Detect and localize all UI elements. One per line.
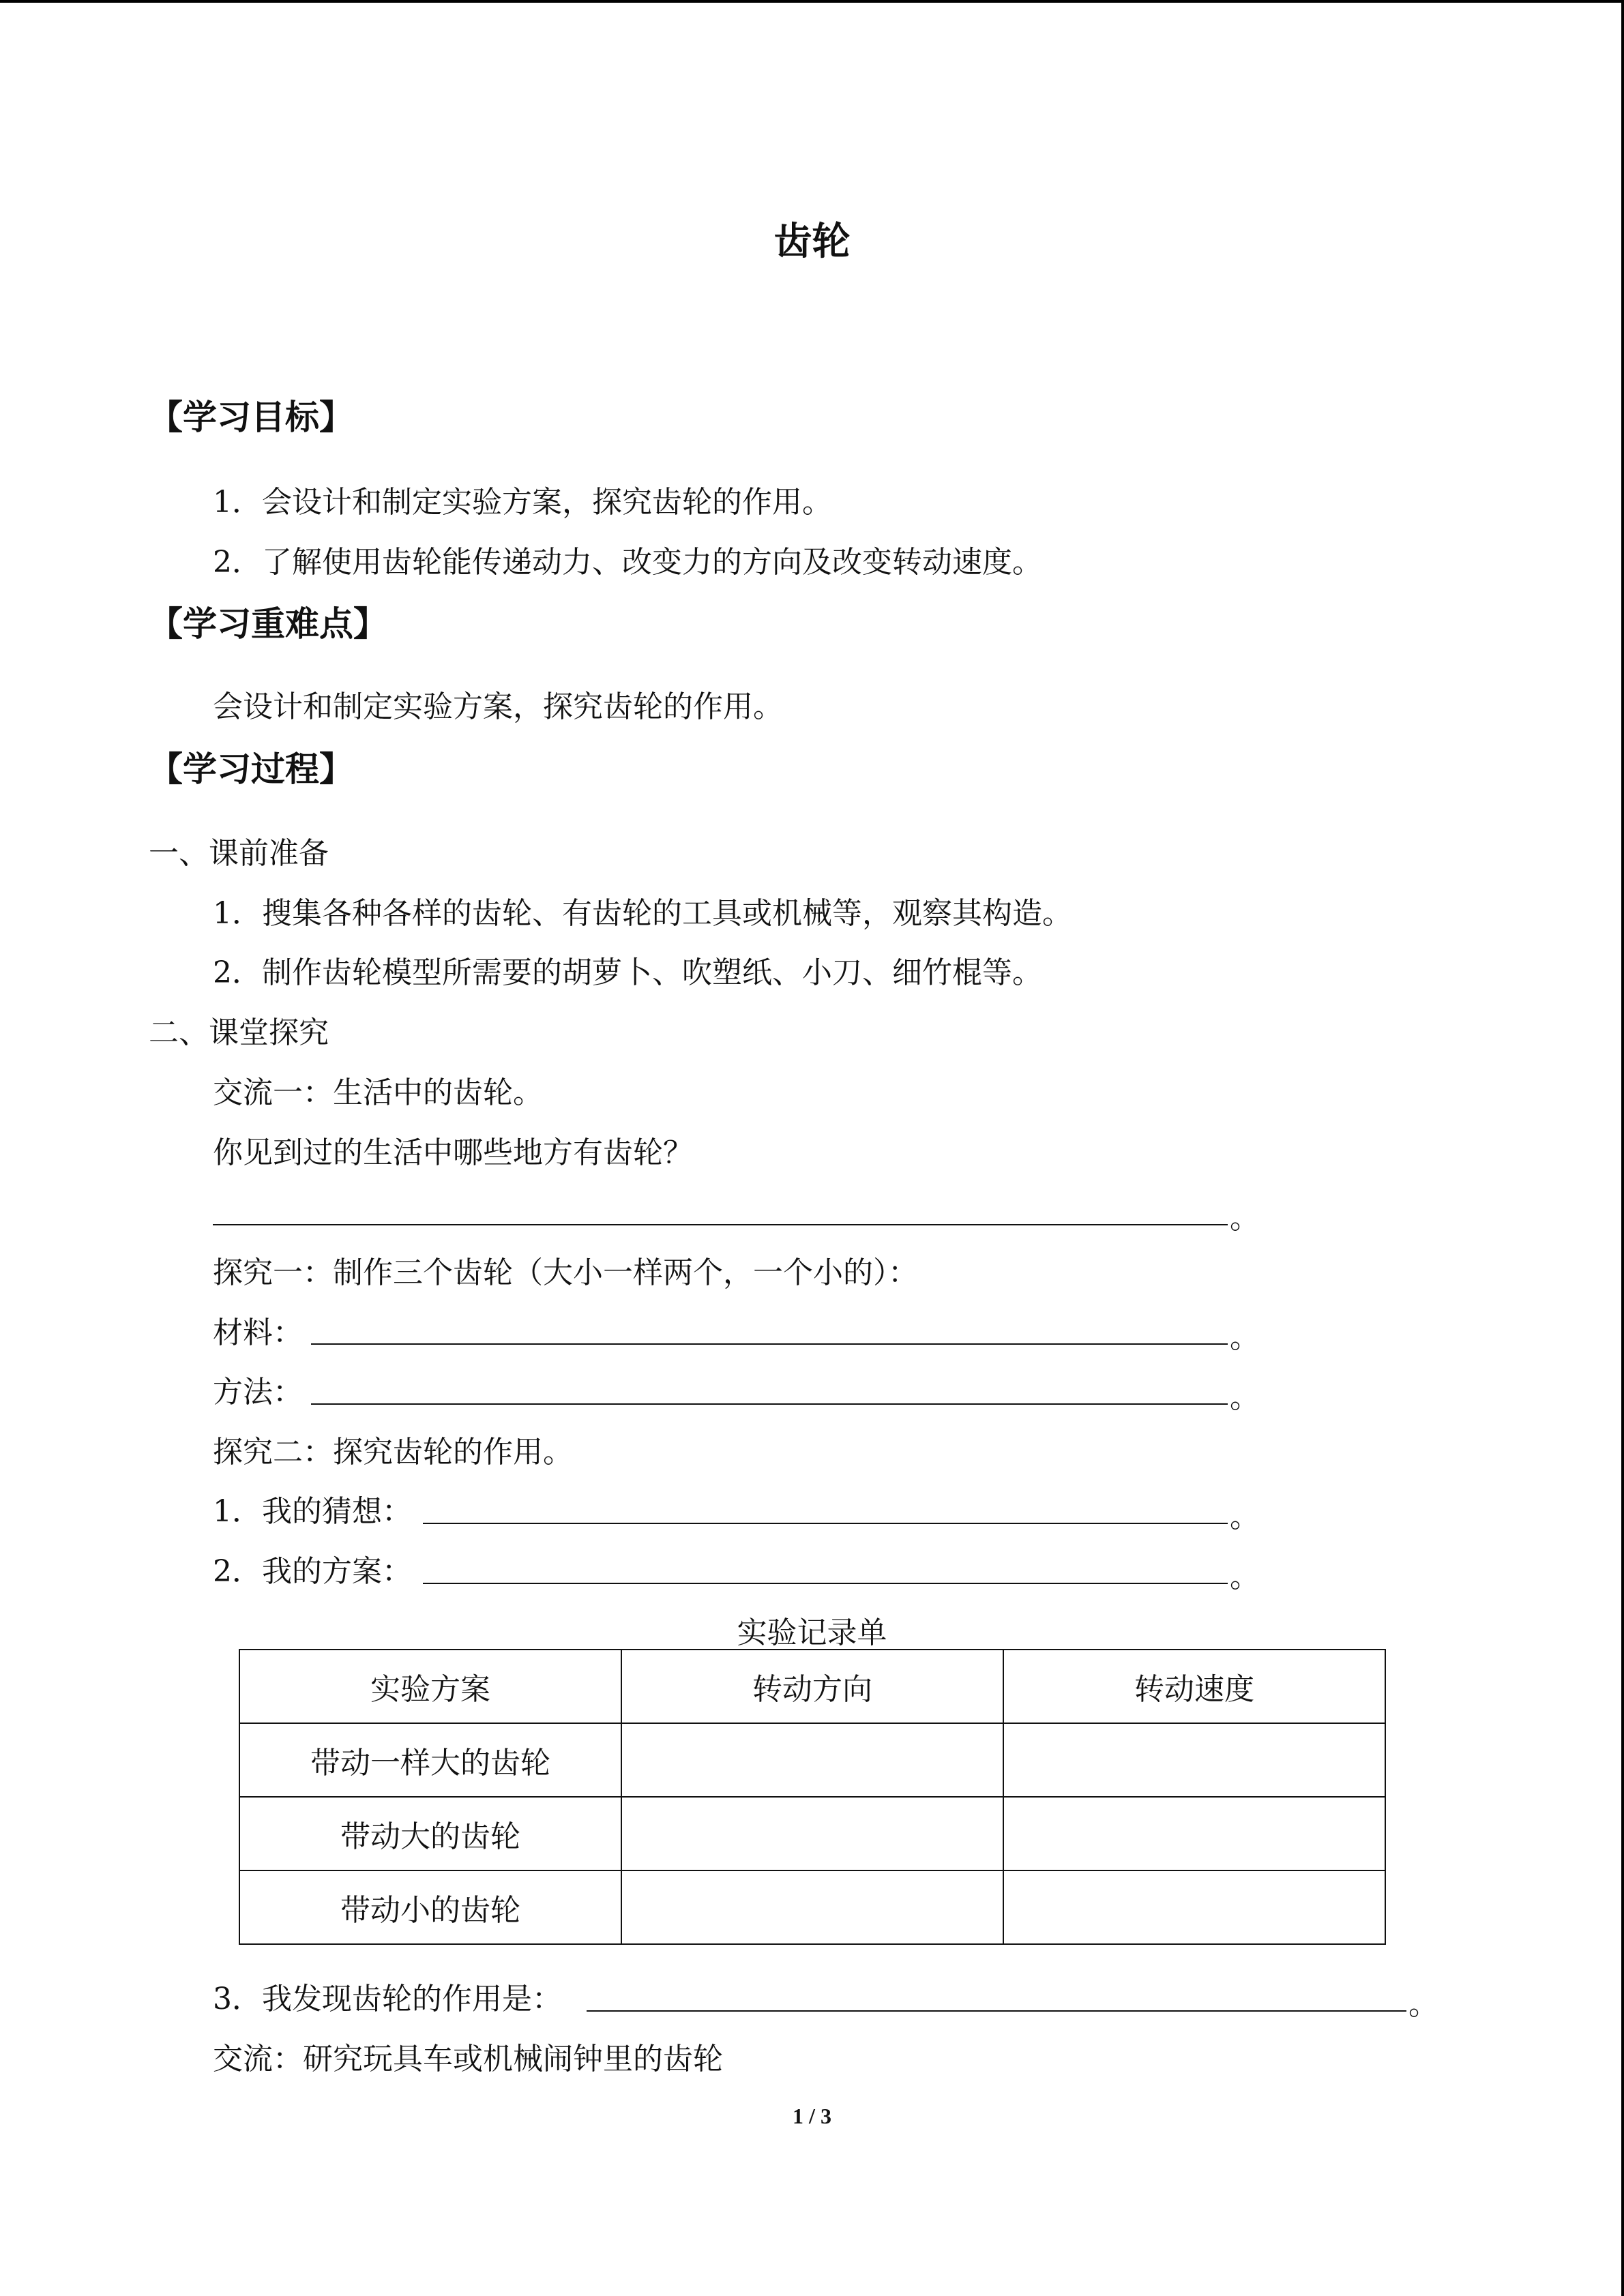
prep-title: 一、课前准备 — [149, 836, 329, 871]
guess-blank-line[interactable] — [423, 1523, 1228, 1524]
page-title: 齿轮 — [773, 219, 851, 264]
materials-blank-line[interactable] — [311, 1343, 1228, 1345]
finding-label: 3．我发现齿轮的作用是： — [213, 1982, 562, 2016]
answer-blank-line[interactable] — [213, 1224, 1228, 1225]
method-period: 。 — [1230, 1380, 1260, 1415]
table-header-row — [239, 1650, 1385, 1723]
objective-item-1: 1．会设计和制定实验方案，探究齿轮的作用。 — [213, 485, 832, 520]
table-header-cell: 转动方向 — [621, 1650, 1003, 1723]
table-cell[interactable] — [621, 1870, 1003, 1944]
method-label: 方法： — [213, 1375, 303, 1410]
materials-period: 。 — [1230, 1320, 1260, 1355]
table-row — [239, 1723, 1385, 1797]
table-cell: 带动小的齿轮 — [239, 1870, 621, 1944]
table-header-cell: 实验方案 — [239, 1650, 621, 1723]
question-text: 你见到过的生活中哪些地方有齿轮？ — [213, 1135, 693, 1170]
table-row — [239, 1797, 1385, 1870]
guess-period: 。 — [1230, 1500, 1260, 1534]
page-number: 1 / 3 — [793, 2104, 831, 2128]
table-cell[interactable] — [1003, 1870, 1385, 1944]
finding-blank-line[interactable] — [587, 2010, 1406, 2012]
table-header-cell: 转动速度 — [1003, 1650, 1385, 1723]
page-border-top — [0, 0, 1624, 3]
table-caption: 实验记录单 — [737, 1615, 887, 1650]
section-heading-objectives: 【学习目标】 — [149, 398, 353, 437]
answer-period: 。 — [1230, 1201, 1260, 1236]
prep-item-2: 2．制作齿轮模型所需要的胡萝卜、吹塑纸、小刀、细竹棍等。 — [213, 955, 1042, 990]
section-heading-process: 【学习过程】 — [149, 749, 353, 789]
page-border-right — [1621, 0, 1624, 2296]
table-cell[interactable] — [621, 1723, 1003, 1797]
table-cell[interactable] — [621, 1797, 1003, 1870]
table-cell: 带动一样大的齿轮 — [239, 1723, 621, 1797]
inquiry-title: 二、课堂探究 — [149, 1015, 329, 1050]
plan-period: 。 — [1230, 1560, 1260, 1594]
guess-label: 1．我的猜想： — [213, 1494, 412, 1529]
exchange-one-text: 交流一：生活中的齿轮。 — [213, 1075, 543, 1110]
explore-two-text: 探究二：探究齿轮的作用。 — [213, 1435, 573, 1470]
table-cell: 带动大的齿轮 — [239, 1797, 621, 1870]
table-cell[interactable] — [1003, 1797, 1385, 1870]
method-blank-line[interactable] — [311, 1403, 1228, 1405]
record-table — [239, 1649, 1386, 1945]
section-heading-key-points: 【学习重难点】 — [149, 604, 387, 644]
materials-label: 材料： — [213, 1315, 303, 1350]
table-cell[interactable] — [1003, 1723, 1385, 1797]
explore-one-text: 探究一：制作三个齿轮（大小一样两个，一个小的）： — [213, 1255, 918, 1290]
prep-item-1: 1．搜集各种各样的齿轮、有齿轮的工具或机械等，观察其构造。 — [213, 896, 1072, 931]
objective-item-2: 2．了解使用齿轮能传递动力、改变力的方向及改变转动速度。 — [213, 545, 1042, 580]
plan-label: 2．我的方案： — [213, 1554, 412, 1589]
finding-period: 。 — [1408, 1987, 1438, 2022]
exchange-two-text: 交流：研究玩具车或机械闹钟里的齿轮 — [213, 2042, 723, 2076]
table-row — [239, 1870, 1385, 1944]
key-points-text: 会设计和制定实验方案，探究齿轮的作用。 — [213, 689, 783, 724]
plan-blank-line[interactable] — [423, 1583, 1228, 1584]
